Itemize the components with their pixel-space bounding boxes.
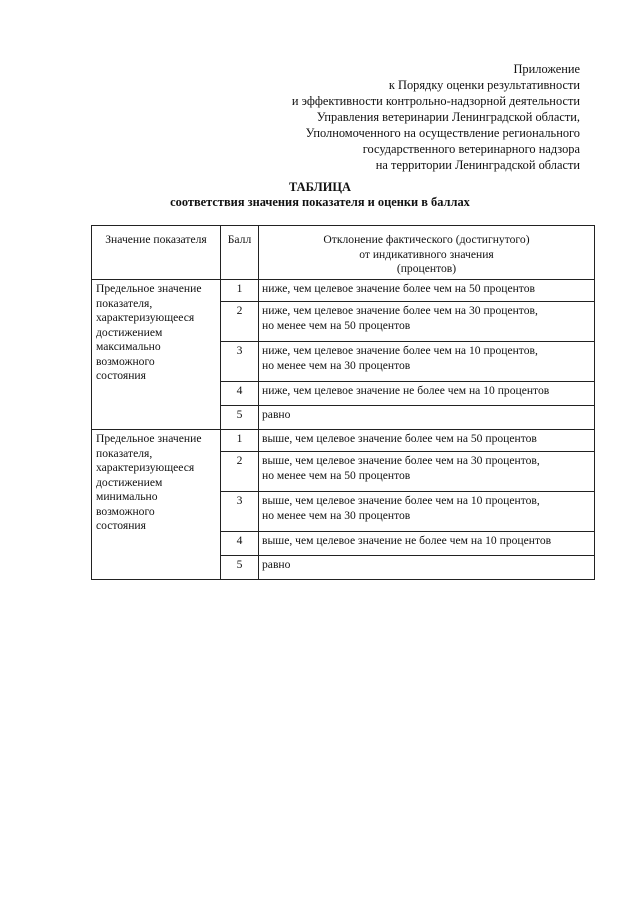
score-cell: 3 — [221, 492, 259, 532]
header-deviation-line: (процентов) — [396, 262, 457, 275]
title-main: ТАБЛИЦА — [289, 180, 351, 194]
score-cell: 5 — [221, 556, 259, 580]
header-indicator: Значение показателя — [92, 226, 221, 280]
deviation-cell — [259, 342, 595, 382]
deviation-line: но менее чем на 30 процентов — [262, 508, 411, 522]
deviation-line: выше, чем целевое значение не более чем на 10 процентов — [262, 534, 552, 547]
deviation-line: выше, чем целевое значение более чем на 50 процентов — [262, 432, 537, 445]
group-label-max — [92, 280, 221, 430]
appendix-line: Приложение — [513, 62, 580, 76]
appendix-line: к Порядку оценки результативности — [388, 78, 580, 92]
deviation-cell — [259, 302, 595, 342]
score-cell: 2 — [221, 452, 259, 492]
deviation-line: но менее чем на 50 процентов — [262, 318, 411, 332]
group-label-line: показателя, — [96, 296, 153, 310]
title-subtitle: соответствия значения показателя и оценки в баллах — [170, 195, 470, 209]
deviation-line: ниже, чем целевое значение более чем на 50 процентов — [262, 282, 535, 295]
group-label-line: минимально — [96, 490, 158, 503]
deviation-line: выше, чем целевое значение более чем на 10 процентов, — [262, 494, 540, 507]
deviation-cell — [259, 382, 595, 406]
header-deviation — [259, 226, 595, 280]
group-label-line: состояния — [96, 369, 146, 382]
deviation-line: равно — [262, 408, 291, 421]
header-deviation-line: Отклонение фактического (достигнутого) — [323, 233, 530, 246]
group-label-line: максимально — [96, 340, 161, 353]
appendix-line: Уполномоченного на осуществление регионального — [305, 126, 580, 140]
group-label-line: показателя, — [96, 446, 153, 460]
deviation-line: но менее чем на 50 процентов — [262, 468, 411, 482]
appendix-line: на территории Ленинградской области — [375, 158, 580, 172]
header-score: Балл — [221, 226, 259, 280]
score-cell: 2 — [221, 302, 259, 342]
deviation-line: ниже, чем целевое значение более чем на 30 процентов, — [262, 304, 538, 317]
document-title — [0, 180, 640, 210]
deviation-cell — [259, 452, 595, 492]
table-row — [92, 280, 595, 302]
deviation-line: выше, чем целевое значение более чем на 30 процентов, — [262, 454, 540, 467]
group-label-line: характеризующееся — [96, 311, 195, 324]
score-cell: 5 — [221, 406, 259, 430]
deviation-cell — [259, 492, 595, 532]
group-label-line: характеризующееся — [96, 461, 195, 474]
score-cell: 3 — [221, 342, 259, 382]
appendix-line: и эффективности контрольно-надзорной деятельности — [291, 94, 580, 108]
deviation-cell — [259, 532, 595, 556]
deviation-line: ниже, чем целевое значение не более чем на 10 процентов — [262, 384, 550, 397]
group-label-min — [92, 430, 221, 580]
appendix-line: государственного ветеринарного надзора — [362, 142, 580, 156]
group-label-line: достижением — [96, 475, 163, 489]
group-label-line: состояния — [96, 519, 146, 532]
table-header-row — [92, 226, 595, 280]
group-label-line: возможного — [96, 504, 155, 518]
appendix-block — [292, 61, 580, 173]
deviation-cell — [259, 556, 595, 580]
group-label-line: достижением — [96, 325, 163, 339]
score-cell: 1 — [221, 280, 259, 302]
deviation-line: ниже, чем целевое значение более чем на 10 процентов, — [262, 344, 538, 357]
score-cell: 4 — [221, 382, 259, 406]
deviation-cell — [259, 406, 595, 430]
score-cell: 4 — [221, 532, 259, 556]
score-table — [91, 225, 595, 580]
deviation-line: но менее чем на 30 процентов — [262, 358, 411, 372]
deviation-cell — [259, 280, 595, 302]
group-label-line: Предельное значение — [96, 282, 202, 295]
deviation-line: равно — [262, 558, 291, 571]
deviation-cell — [259, 430, 595, 452]
score-cell: 1 — [221, 430, 259, 452]
appendix-line: Управления ветеринарии Ленинградской области, — [316, 110, 580, 124]
header-deviation-line: от индикативного значения — [359, 247, 494, 261]
group-label-line: возможного — [96, 354, 155, 368]
group-label-line: Предельное значение — [96, 432, 202, 445]
table-row — [92, 430, 595, 452]
